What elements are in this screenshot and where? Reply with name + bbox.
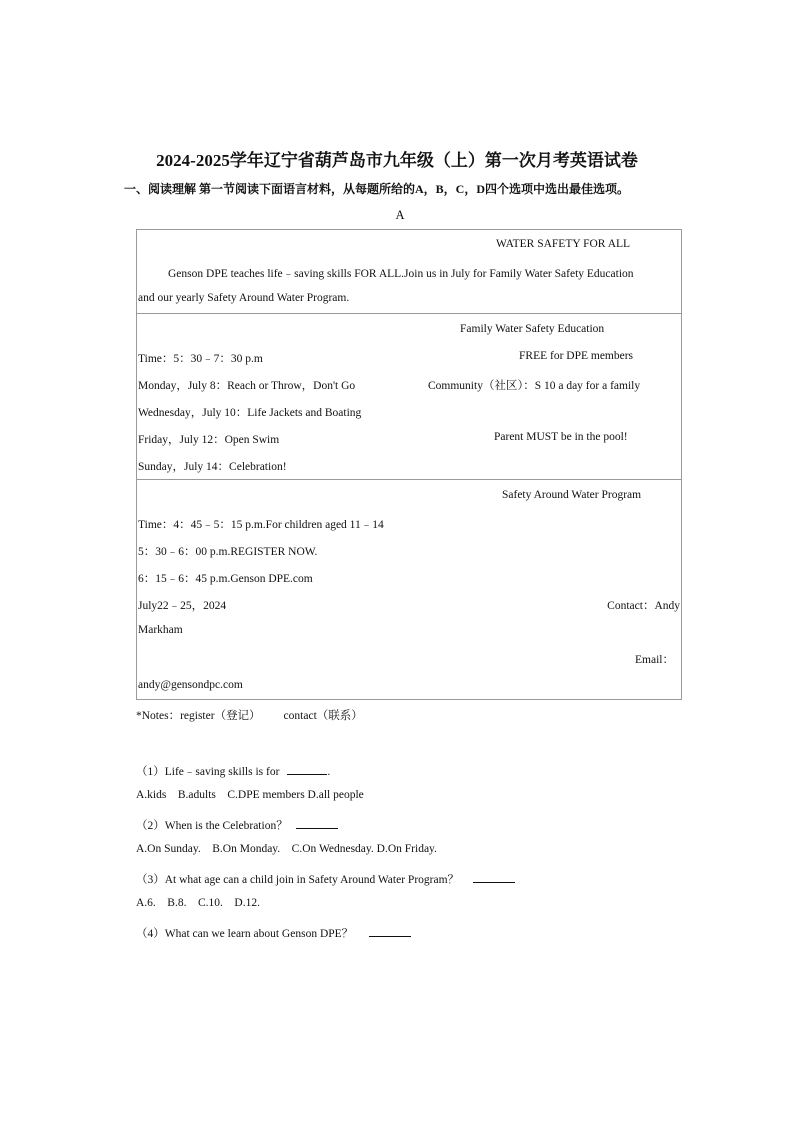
question-stem: （3）At what age can a child join in Safety Around Water Program？ xyxy=(136,874,460,886)
section-instruction: 一、阅读理解 第一节阅读下面语言材料，从每题所给的A，B，C，D四个选项中选出最佳选项。 xyxy=(124,182,630,196)
question-stem: （4）What can we learn about Genson DPE？ xyxy=(136,928,354,940)
notice-intro-line1: Genson DPE teaches life﹣saving skills FOR ALL.Join us in July for Family Water Safety Education xyxy=(168,268,634,280)
family-day-sunday: Sunday，July 14：Celebration! xyxy=(138,461,287,473)
family-heading: Family Water Safety Education xyxy=(460,323,605,335)
question-suffix: . xyxy=(327,766,331,778)
program-time-line3: 6：15﹣6：45 p.m.Genson DPE.com xyxy=(138,573,313,585)
family-fee-community: Community（社区）：S 10 a day for a family xyxy=(428,380,641,392)
family-day-monday: Monday，July 8：Reach or Throw，Don't Go xyxy=(138,380,356,392)
family-day-wednesday: Wednesday，July 10：Life Jackets and Boating xyxy=(138,407,362,419)
notice-intro-line2: and our yearly Safety Around Water Program. xyxy=(138,292,350,304)
family-education-box xyxy=(136,313,682,480)
answer-blank[interactable] xyxy=(287,762,327,775)
family-parent-note: Parent MUST be in the pool! xyxy=(494,431,628,443)
program-box xyxy=(136,479,682,700)
question-4 xyxy=(136,924,411,941)
program-dates: July22﹣25，2024 xyxy=(138,600,227,612)
program-contact-name: Markham xyxy=(138,624,183,636)
page-title: 2024-2025学年辽宁省葫芦岛市九年级（上）第一次月考英语试卷 xyxy=(156,151,638,170)
vocabulary-notes: *Notes：register（登记） contact（联系） xyxy=(136,710,363,722)
family-fee-members: FREE for DPE members xyxy=(519,350,634,362)
program-heading: Safety Around Water Program xyxy=(502,489,642,501)
answer-blank[interactable] xyxy=(369,924,411,937)
question-stem: （2）When is the Celebration？ xyxy=(136,820,288,832)
passage-label: A xyxy=(395,208,405,222)
question-2-options: A.On Sunday. B.On Monday. C.On Wednesday. D.On Friday. xyxy=(136,843,437,855)
family-time: Time：5：30﹣7：30 p.m xyxy=(138,353,263,365)
answer-blank[interactable] xyxy=(296,816,338,829)
notice-header: WATER SAFETY FOR ALL xyxy=(496,238,631,250)
question-stem: （1）Life﹣saving skills is for xyxy=(136,766,280,778)
question-1-options: A.kids B.adults C.DPE members D.all people xyxy=(136,789,364,801)
program-time-line2: 5：30﹣6：00 p.m.REGISTER NOW. xyxy=(138,546,318,558)
program-time-line1: Time：4：45﹣5：15 p.m.For children aged 11﹣14 xyxy=(138,519,384,531)
question-2 xyxy=(136,816,338,833)
program-contact-label: Contact：Andy xyxy=(607,600,680,612)
program-email-label: Email： xyxy=(635,654,674,666)
question-3-options: A.6. B.8. C.10. D.12. xyxy=(136,897,260,909)
answer-blank[interactable] xyxy=(473,870,515,883)
family-day-friday: Friday，July 12：Open Swim xyxy=(138,434,280,446)
question-1 xyxy=(136,762,330,779)
program-email: andy@gensondpc.com xyxy=(138,679,243,691)
question-3 xyxy=(136,870,515,887)
